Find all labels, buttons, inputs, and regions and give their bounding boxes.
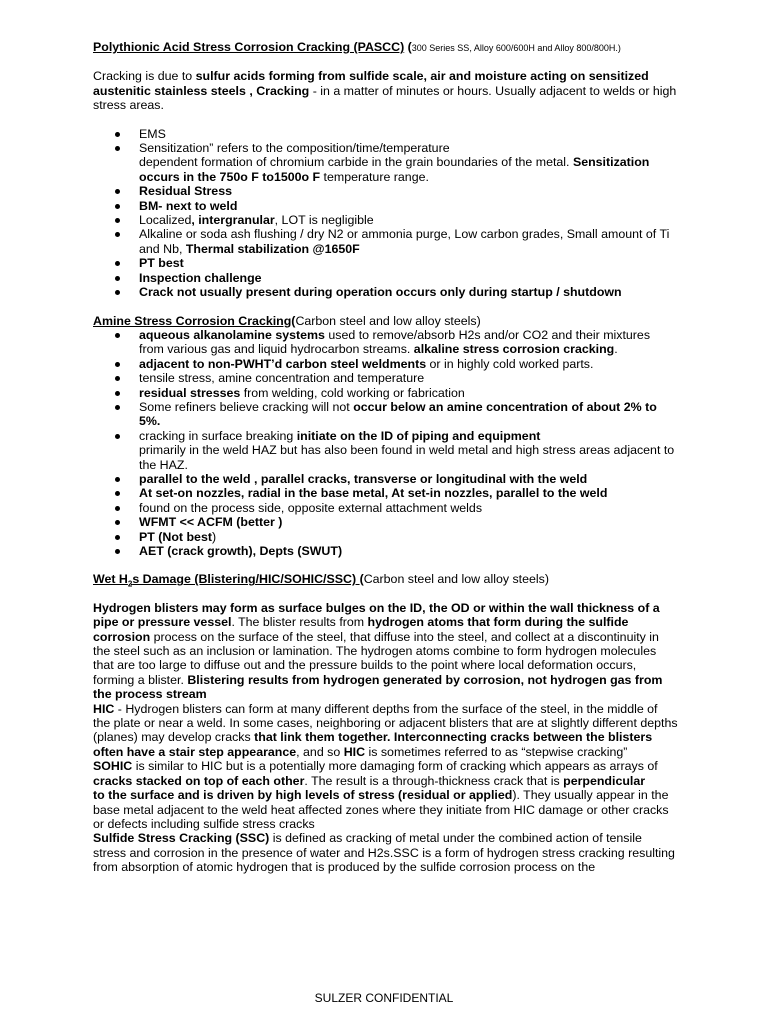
list-item: Some refiners believe cracking will not occur below an amine concentration of about 2% to 5%. <box>93 400 678 429</box>
list-item: PT best <box>93 256 678 270</box>
list-item: aqueous alkanolamine systems used to remove/absorb H2s and/or CO2 and their mixtures from various gas and liquid hydrocarbon streams. alkaline stress corrosion cracking. <box>93 328 678 357</box>
pascc-intro: Cracking is due to sulfur acids forming from sulfide scale, air and moisture acting on sensitized austenitic stainless steels , Cracking - in a matter of minutes or hours. Usually adjacent to welds or high stress areas. <box>93 69 677 113</box>
list-item: Sensitization” refers to the composition/time/temperature dependent formation of chromium carbide in the grain boundaries of the metal. Sensitization occurs in the 750o F to1500o F temperature range. <box>93 141 678 184</box>
list-item: Crack not usually present during operation occurs only during startup / shutdown <box>93 285 678 299</box>
list-item: tensile stress, amine concentration and temperature <box>93 371 678 385</box>
list-item: Inspection challenge <box>93 271 678 285</box>
list-item: At set-on nozzles, radial in the base metal, At set-in nozzles, parallel to the weld <box>93 486 678 500</box>
list-item: Residual Stress <box>93 184 678 198</box>
list-item: BM- next to weld <box>93 199 678 213</box>
document-page <box>93 40 678 875</box>
list-item: cracking in surface breaking initiate on the ID of piping and equipment primarily in the weld HAZ but has also been found in weld metal and high stress areas adjacent to the HAZ. <box>93 429 678 472</box>
sohic-paragraph: to the surface and is driven by high levels of stress (residual or applied). They usually appear in the <box>93 788 669 803</box>
list-item: AET (crack growth), Depts (SWUT) <box>93 544 678 558</box>
wet-h2s-paragraph: Hydrogen blisters may form as surface bulges on the ID, the OD or within the wall thickness of a pipe or pressure vessel. The blister results from hydrogen atoms that form during the sulfide corrosion process on the surface of the steel, that diffuse into the steel, and collect at a discontinuity in the steel such as an inclusion or lamination. The hydrogen atoms combine to form hydrogen molecules <box>93 600 660 659</box>
pascc-heading: Polythionic Acid Stress Corrosion Cracking (PASCC) (300 Series SS, Alloy 600/600H and Alloy 800/800H.) <box>93 40 621 54</box>
amine-list <box>93 328 678 559</box>
list-item: residual stresses from welding, cold working or fabrication <box>93 386 678 400</box>
wet-h2s-paragraph: that are too large to diffuse out and the pressure builds to the point where local deformation occurs, forming a blister. Blistering results from hydrogen generated by corrosion, not hydrogen gas from <box>93 658 663 687</box>
list-item: Alkaline or soda ash flushing / dry N2 or ammonia purge, Low carbon grades, Small amount of Ti and Nb, Thermal stabilization @1650F <box>93 227 678 256</box>
list-item: Localized, intergranular, LOT is negligible <box>93 213 678 227</box>
wet-h2s-paragraph: the process stream <box>93 687 207 702</box>
ssc-paragraph: Sulfide Stress Cracking (SSC) is defined as cracking of metal under the combined action of tensile stress and corrosion in the presence of water and H2s.SSC is a form of hydrogen stress cracking resulting from absorption of atomic hydrogen that is produced by the sulfide corrosion process on the <box>93 831 675 875</box>
list-item: PT (Not best) <box>93 530 678 544</box>
list-item: WFMT << ACFM (better ) <box>93 515 678 529</box>
list-item: EMS <box>93 127 678 141</box>
list-item: adjacent to non-PWHT’d carbon steel weldments or in highly cold worked parts. <box>93 357 678 371</box>
list-item: found on the process side, opposite external attachment welds <box>93 501 678 515</box>
footer-confidential: SULZER CONFIDENTIAL <box>314 991 454 1005</box>
pascc-list <box>93 127 678 300</box>
list-item: parallel to the weld , parallel cracks, transverse or longitudinal with the weld <box>93 472 678 486</box>
hic-paragraph: HIC - Hydrogen blisters can form at many different depths from the surface of the steel, in the middle of the plate or near a weld. In some cases, neighboring or adjacent blisters that are at slightly different depths (planes) may develop cracks that link them together. Interconnecting cracks between the blisters often have a stair step appearance, and so HIC is sometimes referred to as “stepwise cracking” <box>93 701 678 759</box>
sohic-paragraph: base metal adjacent to the weld heat affected zones where they initiate from HIC damage or other cracks or defects including sulfide stress cracks <box>93 802 669 831</box>
sohic-paragraph: SOHIC is similar to HIC but is a potentially more damaging form of cracking which appears as arrays of cracks stacked on top of each other. The result is a through-thickness crack that is perpendicular <box>93 759 658 788</box>
wet-h2s-heading: Wet $H_2s$ Damage (Blistering/HIC/SOHIC/SSC) (Carbon steel and low alloy steels) <box>93 572 549 589</box>
amine-heading: Amine Stress Corrosion Cracking(Carbon steel and low alloy steels) <box>93 313 481 328</box>
